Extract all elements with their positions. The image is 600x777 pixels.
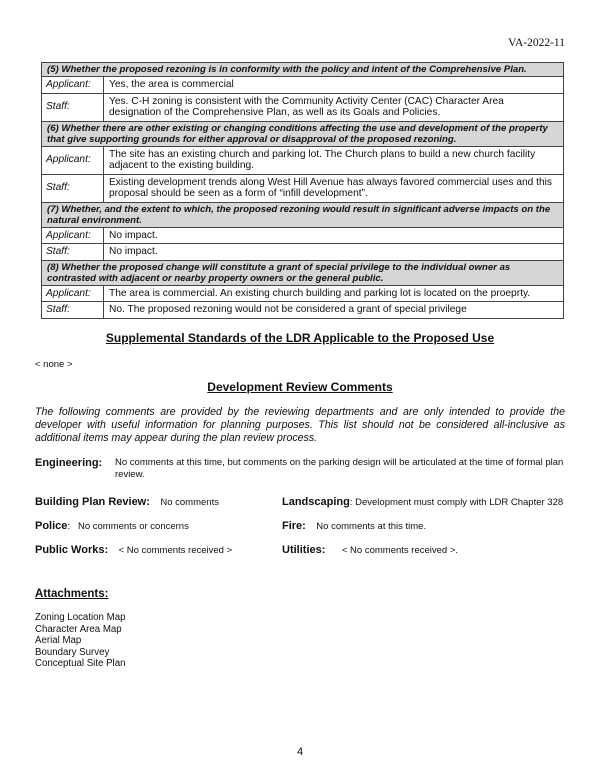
applicant-response-6: The site has an existing church and parking lot. The Church plans to build a new church facility adjacent to the existing building. <box>104 146 564 174</box>
review-intro-paragraph: The following comments are provided by the reviewing departments and are only intended to provide the developer with useful information for planning purposes. This list should not be considered all-inclusive as additional items may appear during the plan review process. <box>35 406 565 444</box>
attachment-item: Zoning Location Map <box>35 612 126 623</box>
criteria-question-row <box>42 202 564 227</box>
applicant-label: Applicant: <box>42 77 104 94</box>
attachment-item: Character Area Map <box>35 623 122 635</box>
applicant-row <box>42 77 564 94</box>
supplemental-standards-value: < none > <box>35 359 73 370</box>
landscaping-value: : Development must comply with LDR Chapter 328 <box>349 497 564 508</box>
applicant-row <box>42 146 564 174</box>
applicant-response-5: Yes, the area is commercial <box>104 77 564 94</box>
applicant-row <box>42 227 564 244</box>
staff-label: Staff: <box>42 302 104 319</box>
applicant-label: Applicant: <box>42 227 104 244</box>
staff-response-5: Yes. C-H zoning is consistent with the Community Activity Center (CAC) Character Area designation of the Comprehensive Plan, as well as its Goals and Policies. <box>104 93 564 121</box>
staff-row <box>42 174 564 202</box>
engineering-comment <box>35 457 567 481</box>
attachment-item: Boundary Survey <box>35 646 110 658</box>
staff-label: Staff: <box>42 244 104 261</box>
building-plan-review-value: No comments <box>160 497 219 508</box>
staff-row <box>42 93 564 121</box>
criteria-question-row <box>42 260 564 285</box>
staff-response-7: No impact. <box>104 244 564 261</box>
development-review-heading: Development Review Comments <box>207 380 393 394</box>
building-plan-review-comment <box>35 492 219 510</box>
utilities-comment <box>282 540 458 558</box>
page-number: 4 <box>296 746 304 758</box>
applicant-label: Applicant: <box>42 146 104 174</box>
criteria-question-row <box>42 121 564 146</box>
fire-label: Fire: <box>282 520 306 532</box>
attachments-list <box>35 612 125 670</box>
police-label: Police <box>35 520 68 532</box>
criterion-question-8: (8) Whether the proposed change will constitute a grant of special privilege to the individual owner as contrasted with adjacent or nearby property owners or the general public. <box>42 260 564 285</box>
public-works-comment <box>35 540 232 558</box>
criterion-question-5: (5) Whether the proposed rezoning is in conformity with the policy and intent of the Comprehensive Plan. <box>42 63 564 77</box>
applicant-response-8: The area is commercial. An existing church building and parking lot is located on the proeprty. <box>104 285 564 302</box>
staff-label: Staff: <box>42 93 104 121</box>
police-value: : No comments or concerns <box>67 521 189 532</box>
attachment-item: Conceptual Site Plan <box>35 658 126 669</box>
applicant-response-7: No impact. <box>104 227 564 244</box>
engineering-value: No comments at this time, but comments on the parking design will be articulated at the time of formal plan review. <box>115 457 564 480</box>
staff-response-6: Existing development trends along West Hill Avenue has always favored commercial uses and this proposal should be seen as a form of “infill development”. <box>104 174 564 202</box>
staff-row <box>42 302 564 319</box>
criteria-table <box>41 62 564 319</box>
fire-value: No comments at this time. <box>316 521 427 532</box>
engineering-label: Engineering: <box>35 457 103 469</box>
document-id: VA-2022-11 <box>508 37 565 49</box>
criteria-question-row <box>42 63 564 77</box>
supplemental-standards-heading: Supplemental Standards of the LDR Applicable to the Proposed Use <box>105 331 495 345</box>
public-works-value: < No comments received > <box>118 545 233 556</box>
landscaping-label: Landscaping <box>282 496 350 508</box>
utilities-value: < No comments received >. <box>341 545 459 556</box>
applicant-label: Applicant: <box>42 285 104 302</box>
applicant-row <box>42 285 564 302</box>
staff-response-8: No. The proposed rezoning would not be considered a grant of special privilege <box>104 302 564 319</box>
landscaping-comment <box>282 492 563 510</box>
staff-row <box>42 244 564 261</box>
police-comment <box>35 516 189 534</box>
building-plan-review-label: Building Plan Review: <box>35 496 150 508</box>
fire-comment <box>282 516 426 534</box>
public-works-label: Public Works: <box>35 544 109 556</box>
attachments-heading: Attachments: <box>35 588 109 600</box>
criterion-question-6: (6) Whether there are other existing or changing conditions affecting the use and development of the property that give supporting grounds for either approval or disapproval of the proposed rezoning. <box>42 121 564 146</box>
attachment-item: Aerial Map <box>35 635 82 646</box>
criterion-question-7: (7) Whether, and the extent to which, the proposed rezoning would result in significant adverse impacts on the natural environment. <box>42 202 564 227</box>
utilities-label: Utilities: <box>282 544 326 556</box>
staff-label: Staff: <box>42 174 104 202</box>
